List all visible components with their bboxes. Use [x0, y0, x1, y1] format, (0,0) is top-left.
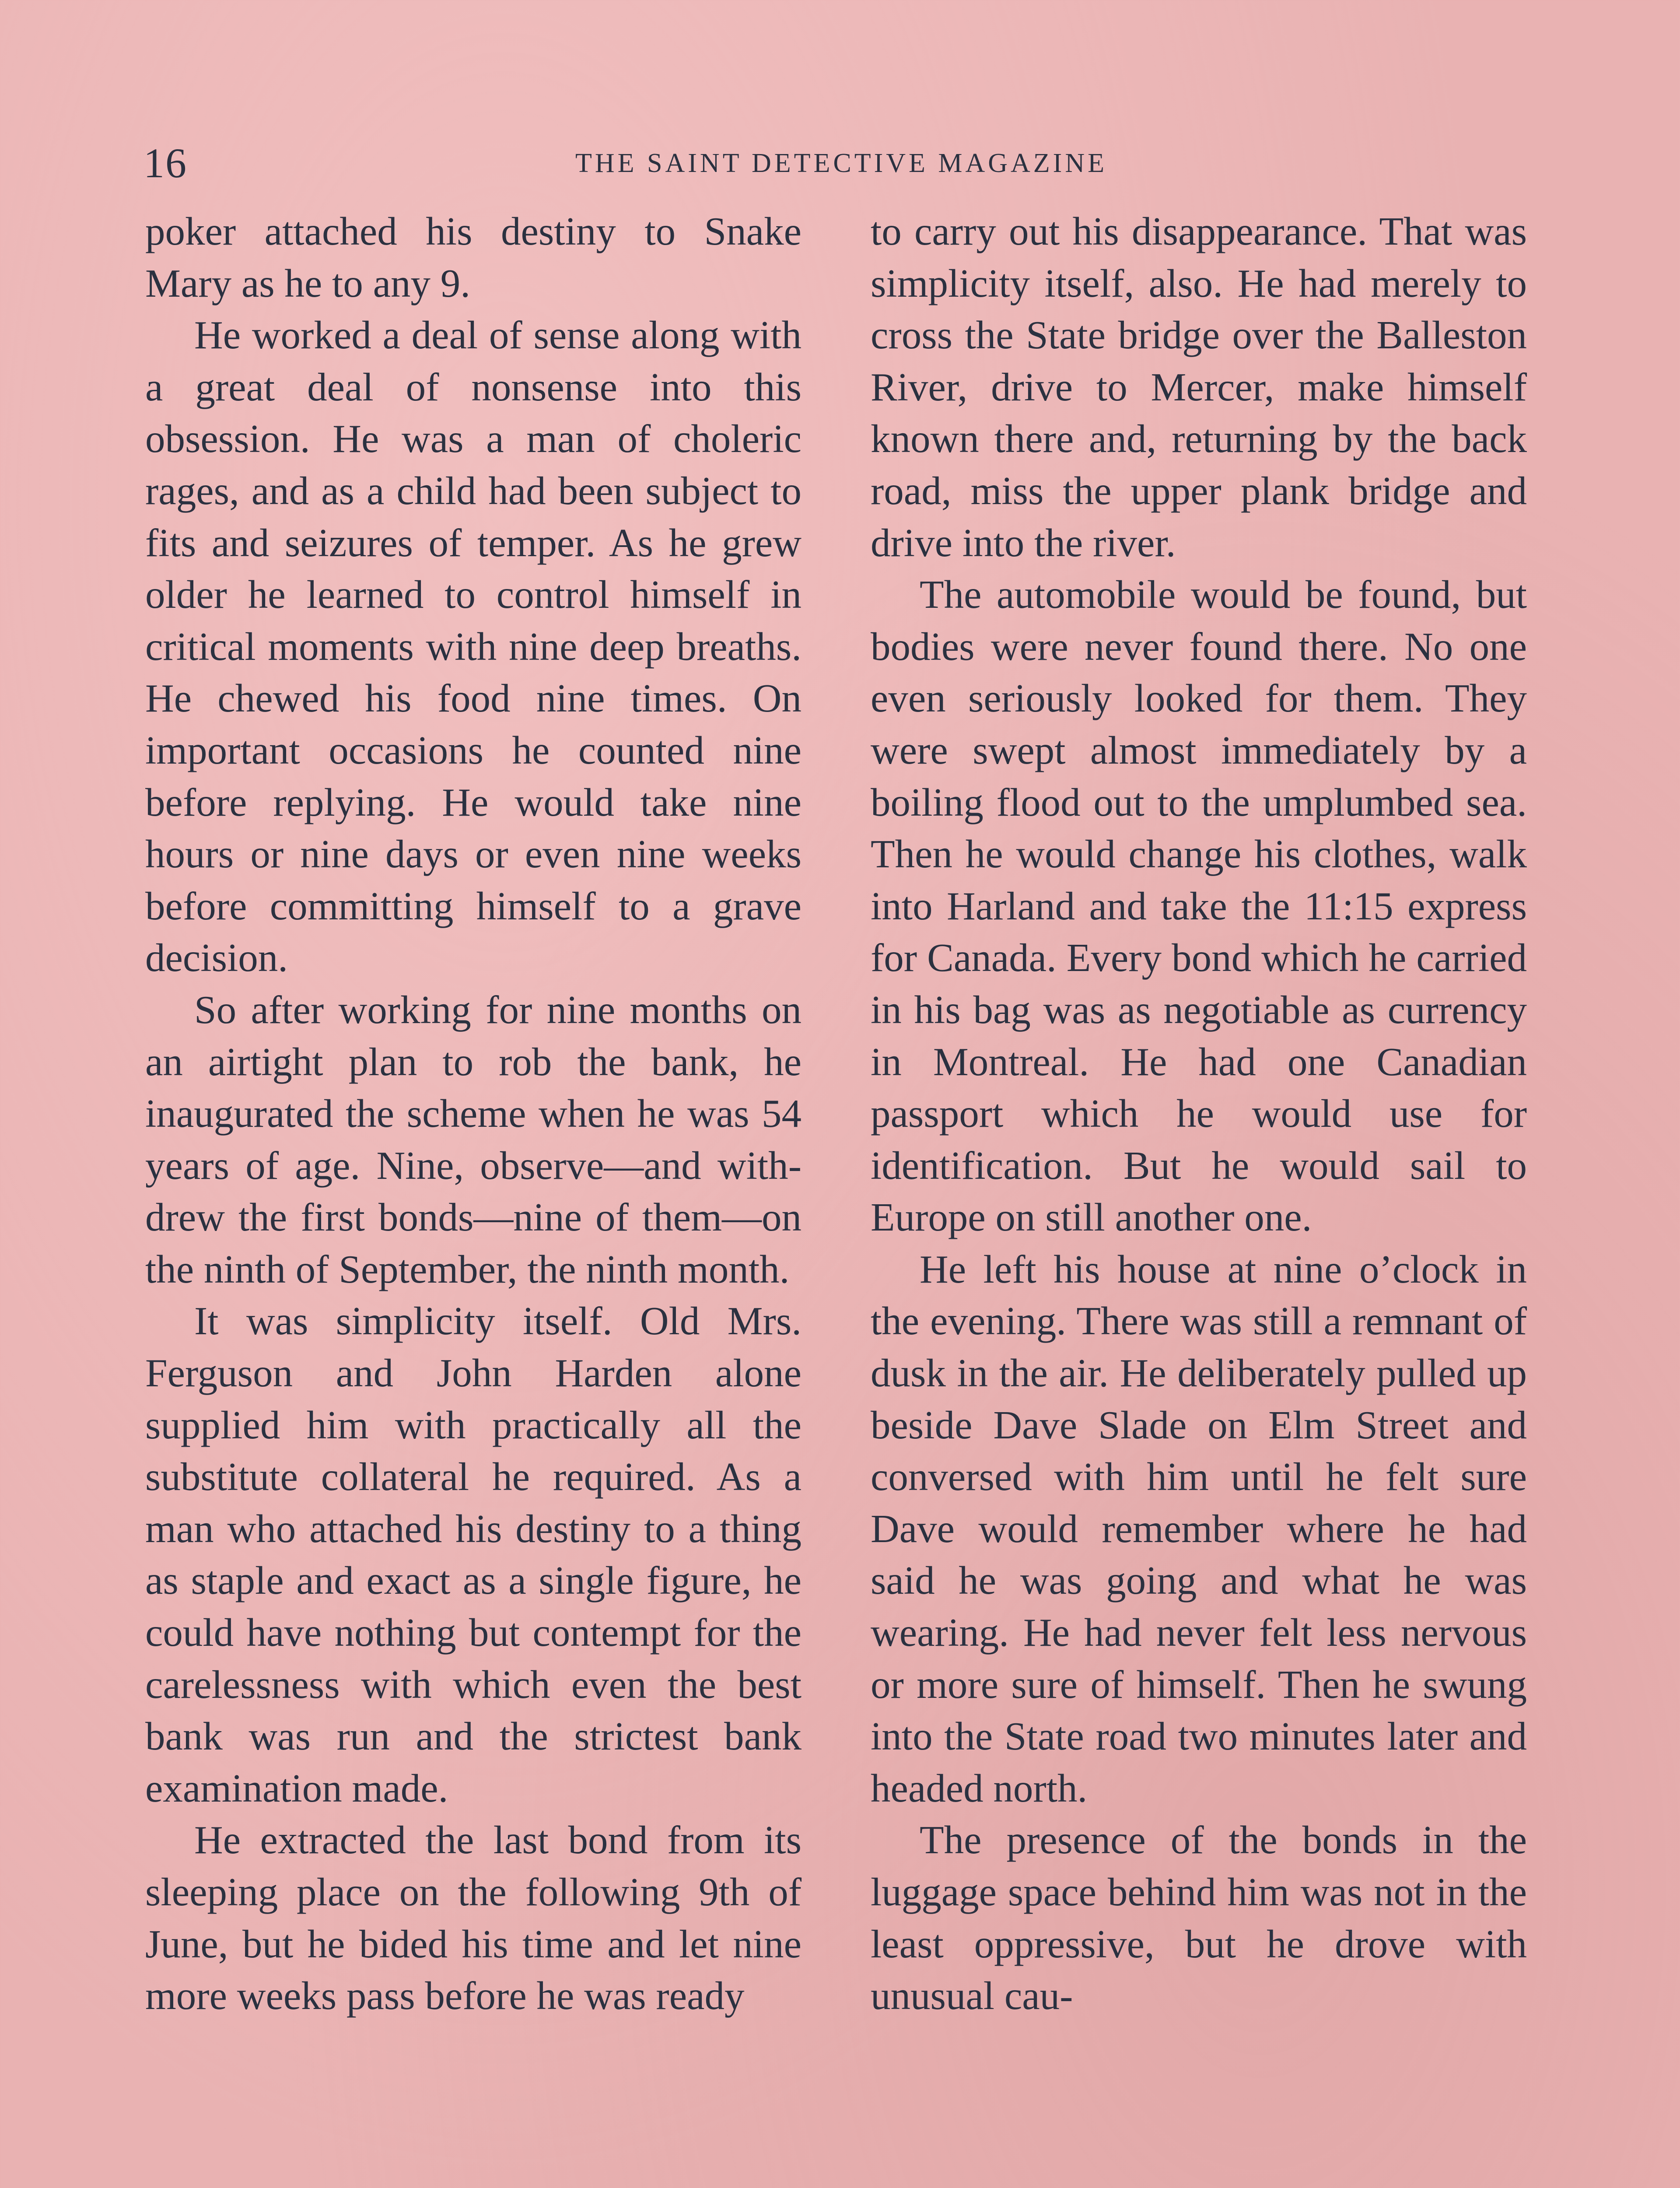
paragraph: The presence of the bonds in the luggage space behind him was not in the least oppressive, but he drove with unusual cau- — [871, 1818, 1527, 2018]
paragraph: He extracted the last bond from its sleeping place on the following 9th of June, but he bided his time and let nine more weeks pass before he was ready — [145, 1818, 802, 2018]
magazine-title: THE SAINT DETECTIVE MAGAZINE — [575, 148, 1107, 178]
page-number: 16 — [144, 140, 187, 186]
paragraph: So after working for nine months on an airtight plan to rob the bank, he inaugurated the scheme when he was 54 years of age. Nine, observe—and withdrew the first bonds—nine of them—on the ninth of September, the ninth month. — [145, 987, 802, 1291]
left-column — [145, 206, 802, 2022]
paragraph: He left his house at nine o’clock in the evening. There was still a remnant of dusk in the air. He deliberately pulled up beside Dave Slade on Elm Street and conversed with him until he felt sure Dave would remember where he had said he was going and what he was wearing. He had never felt less nervous or more sure of himself. Then he swung into the State road two minutes later and headed north. — [871, 1247, 1527, 1810]
right-column — [871, 206, 1527, 2022]
paragraph: The automobile would be found, but bodies were never found there. No one even seriously looked for them. They were swept almost immediately by a boiling flood out to the umplumbed sea. Then he would change his clothes, walk into Harland and take the 11:15 express for Canada. Every bond which he carried in his bag was as negotiable as currency in Montreal. He had one Canadian passport which he would use for identification. But he would sail to Europe on still another one. — [871, 572, 1527, 1240]
paragraph: poker attached his destiny to Snake Mary as he to any 9. — [145, 209, 802, 305]
running-head — [144, 139, 1539, 187]
paragraph: to carry out his disappearance. That was simplicity itself, also. He had merely to cross the State bridge over the Balleston River, drive to Mercer, make himself known there and, returning by the back road, miss the upper plank bridge and drive into the river. — [871, 209, 1527, 565]
paragraph: It was simplicity itself. Old Mrs. Ferguson and John Harden alone supplied him with practically all the substitute collateral he required. As a man who attached his destiny to a thing as staple and exact as a single figure, he could have nothing but contempt for the carelessness with which even the best bank was run and the strictest bank examination made. — [145, 1299, 802, 1810]
paragraph: He worked a deal of sense along with a great deal of nonsense into this obsession. He was a man of choleric rages, and as a child had been subject to fits and seizures of temper. As he grew older he learned to control himself in critical moments with nine deep breaths. He chewed his food nine times. On important occasions he counted nine before replying. He would take nine hours or nine days or even nine weeks before committing himself to a grave decision. — [145, 313, 802, 980]
